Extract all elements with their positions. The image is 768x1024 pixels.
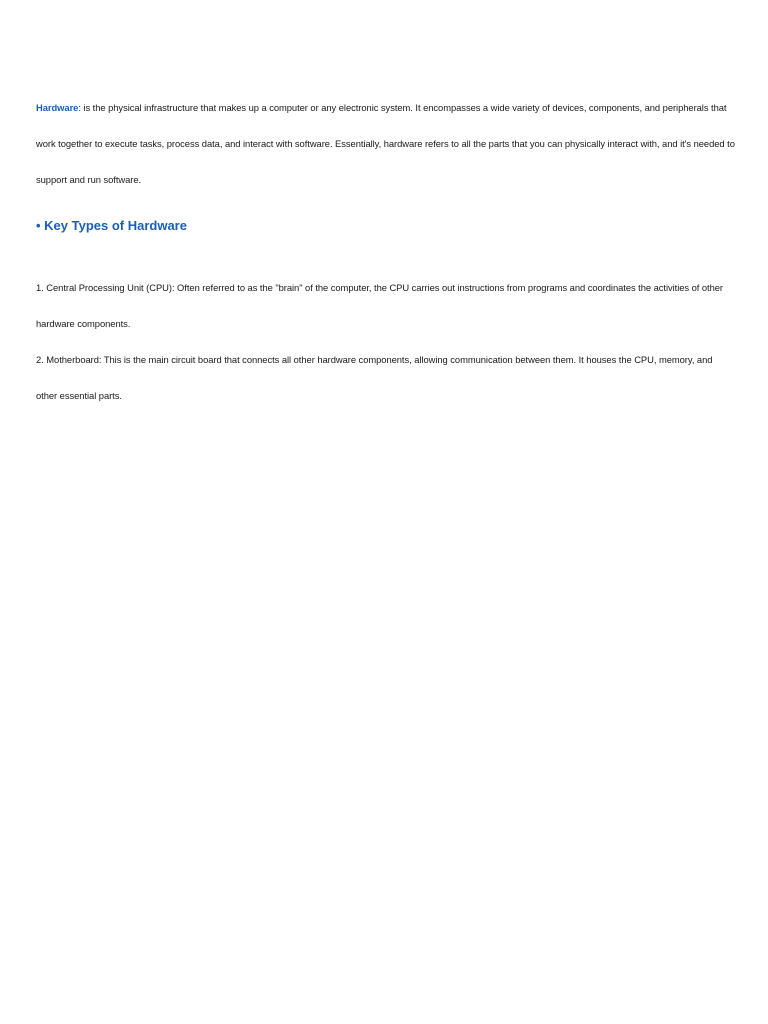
hardware-term: Hardware	[36, 102, 79, 113]
intro-text: : is the physical infrastructure that makes up a computer or any electronic system. It encompasses a wide variety of devices, components, and peripherals that work together to execute tasks, process data, and interact with software. Essentially, hardware refers to all the parts that you can physically interact with, and it's needed to support and run software.	[36, 102, 735, 186]
hardware-types-list	[36, 270, 736, 415]
document-body	[36, 90, 736, 414]
intro-paragraph	[36, 90, 736, 199]
list-item-motherboard: 2. Motherboard: This is the main circuit board that connects all other hardware components, allowing communication between them. It houses the CPU, memory, and other essential parts.	[36, 354, 713, 402]
list-item-cpu: 1. Central Processing Unit (CPU): Often referred to as the "brain" of the computer, the CPU carries out instructions from programs and coordinates the activities of other hardware components.	[36, 281, 724, 329]
section-heading: • Key Types of Hardware	[36, 217, 187, 233]
